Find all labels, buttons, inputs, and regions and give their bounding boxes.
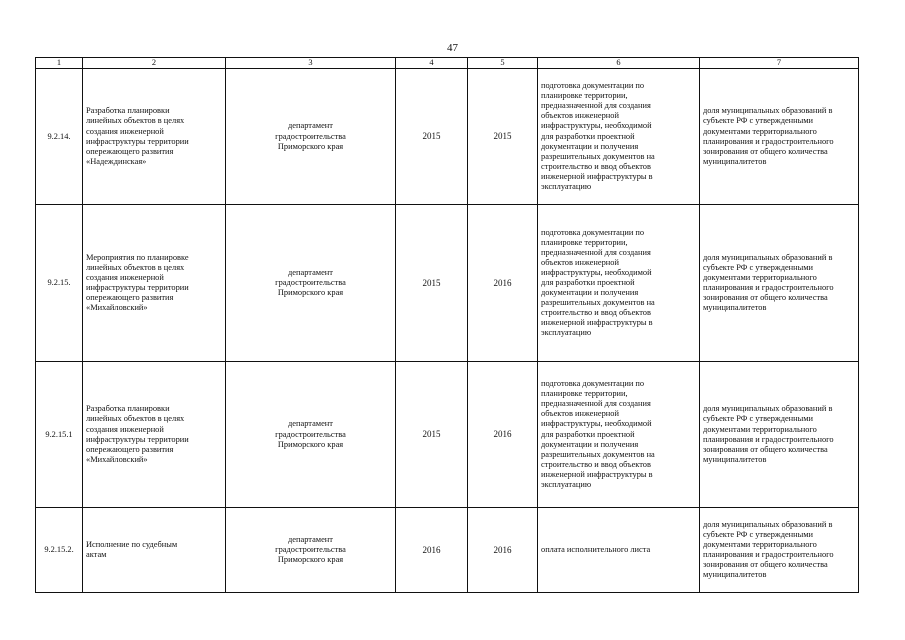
row-number: 9.2.14.	[36, 69, 83, 205]
expected-result: подготовка документации по планировке территории, предназначенной для создания объектов инженерной инфраструктуры, необходимой для разработки проектной документации и получения разрешительных документов на строительство и ввод объектов инженерной инфраструктуры в эксплуатацию	[538, 362, 700, 508]
column-header: 1	[36, 58, 83, 69]
responsible-department: департамент градостроительства Приморского края	[226, 508, 396, 593]
end-year: 2015	[468, 69, 538, 205]
activity-name: Разработка планировки линейных объектов в целях создания инженерной инфраструктуры территории опережающего развития «Михайловский»	[83, 362, 226, 508]
start-year: 2015	[396, 205, 468, 362]
indicator: доля муниципальных образований в субъекте РФ с утвержденными документами территориального планирования и градостроительного зонирования от общего количества муниципалитетов	[700, 362, 859, 508]
column-header: 6	[538, 58, 700, 69]
column-header: 5	[468, 58, 538, 69]
activity-name: Исполнение по судебным актам	[83, 508, 226, 593]
indicator: доля муниципальных образований в субъекте РФ с утвержденными документами территориального планирования и градостроительного зонирования от общего количества муниципалитетов	[700, 205, 859, 362]
row-number: 9.2.15.	[36, 205, 83, 362]
responsible-department: департамент градостроительства Приморского края	[226, 69, 396, 205]
table-row	[36, 362, 859, 508]
page-number: 47	[447, 42, 458, 54]
table-row	[36, 508, 859, 593]
table-row	[36, 69, 859, 205]
start-year: 2015	[396, 362, 468, 508]
activity-name: Разработка планировки линейных объектов в целях создания инженерной инфраструктуры территории опережающего развития «Надеждинская»	[83, 69, 226, 205]
row-number: 9.2.15.2.	[36, 508, 83, 593]
expected-result: подготовка документации по планировке территории, предназначенной для создания объектов инженерной инфраструктуры, необходимой для разработки проектной документации и получения разрешительных документов на строительство и ввод объектов инженерной инфраструктуры в эксплуатацию	[538, 205, 700, 362]
indicator: доля муниципальных образований в субъекте РФ с утвержденными документами территориального планирования и градостроительного зонирования от общего количества муниципалитетов	[700, 508, 859, 593]
row-number: 9.2.15.1	[36, 362, 83, 508]
column-header: 4	[396, 58, 468, 69]
activities-table	[35, 57, 859, 593]
column-header: 2	[83, 58, 226, 69]
responsible-department: департамент градостроительства Приморского края	[226, 205, 396, 362]
end-year: 2016	[468, 205, 538, 362]
table-row	[36, 205, 859, 362]
expected-result: оплата исполнительного листа	[538, 508, 700, 593]
end-year: 2016	[468, 508, 538, 593]
end-year: 2016	[468, 362, 538, 508]
indicator: доля муниципальных образований в субъекте РФ с утвержденными документами территориального планирования и градостроительного зонирования от общего количества муниципалитетов	[700, 69, 859, 205]
start-year: 2016	[396, 508, 468, 593]
start-year: 2015	[396, 69, 468, 205]
column-number-row	[36, 58, 859, 69]
responsible-department: департамент градостроительства Приморского края	[226, 362, 396, 508]
activity-name: Мероприятия по планировке линейных объектов в целях создания инженерной инфраструктуры территории опережающего развития «Михайловский»	[83, 205, 226, 362]
column-header: 7	[700, 58, 859, 69]
expected-result: подготовка документации по планировке территории, предназначенной для создания объектов инженерной инфраструктуры, необходимой для разработки проектной документации и получения разрешительных документов на строительство и ввод объектов инженерной инфраструктуры в эксплуатацию	[538, 69, 700, 205]
column-header: 3	[226, 58, 396, 69]
